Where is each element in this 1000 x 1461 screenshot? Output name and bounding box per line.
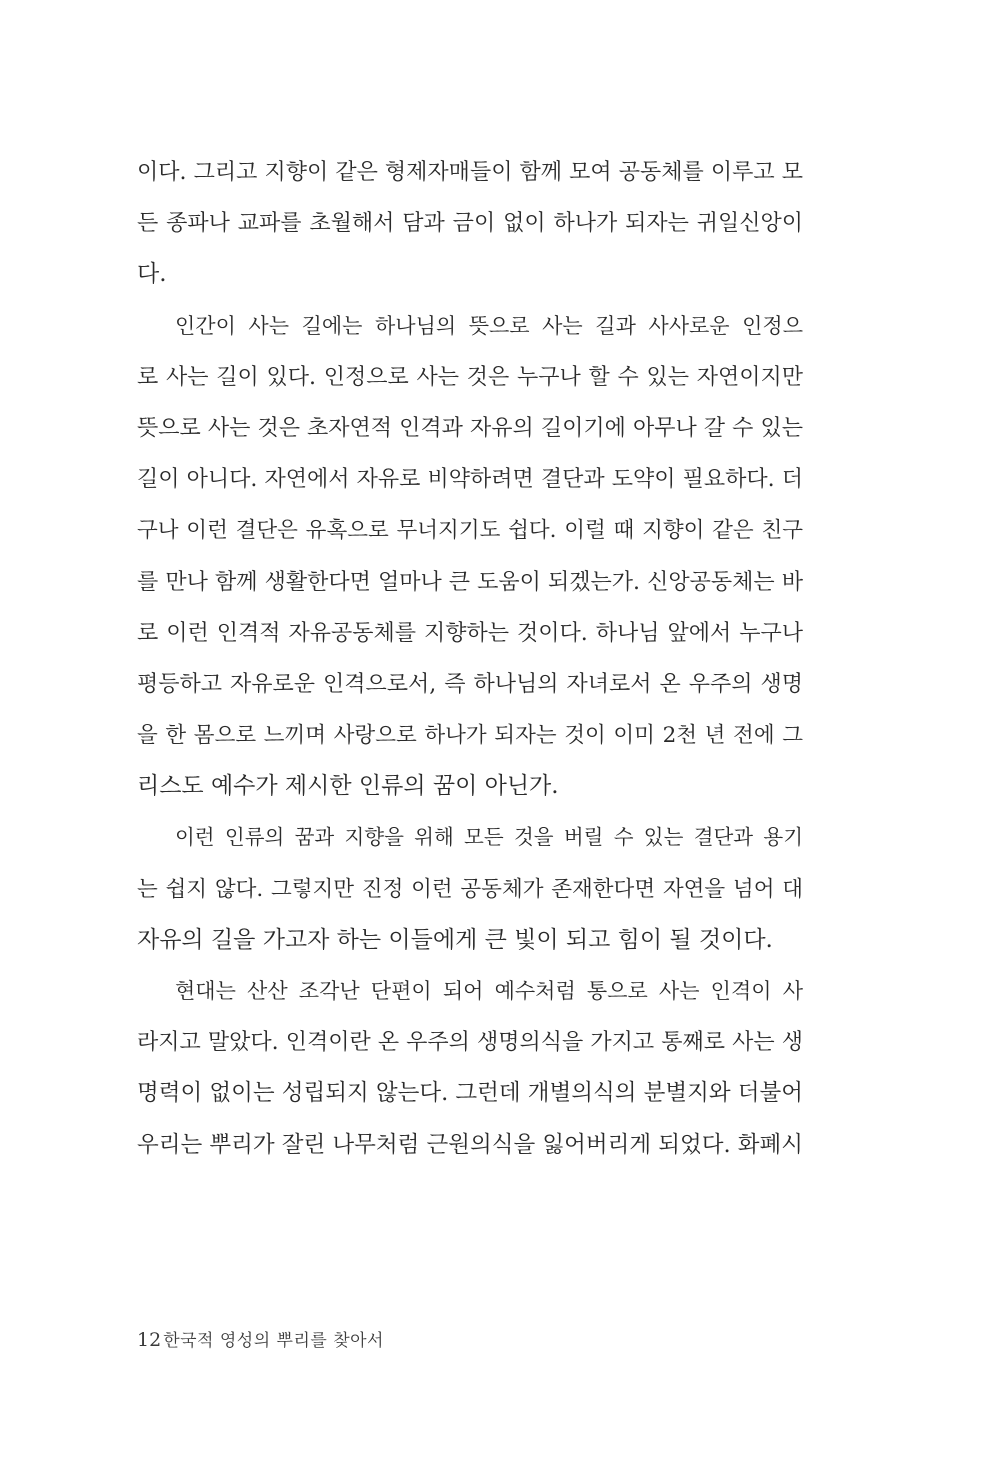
page-footer bbox=[137, 1326, 384, 1351]
body-text bbox=[137, 147, 803, 1171]
text-line: 인간이 사는 길에는 하나님의 뜻으로 사는 길과 사사로운 인정으 bbox=[175, 313, 803, 338]
text-line: 리스도 예수가 제시한 인류의 꿈이 아닌가. bbox=[137, 773, 559, 800]
text-line: 우리는 뿌리가 잘린 나무처럼 근원의식을 잃어버리게 되었다. 화폐시 bbox=[137, 1131, 803, 1158]
text-line: 평등하고 자유로운 인격으로서, 즉 하나님의 자녀로서 온 우주의 생명 bbox=[137, 671, 803, 697]
text-line: 로 사는 길이 있다. 인정으로 사는 것은 누구나 할 수 있는 자연이지만 bbox=[137, 364, 803, 390]
text-line: 이다. 그리고 지향이 같은 형제자매들이 함께 모여 공동체를 이루고 모 bbox=[137, 160, 803, 185]
paragraph bbox=[137, 147, 803, 301]
text-line: 현대는 산산 조각난 단편이 되어 예수처럼 통으로 사는 인격이 사 bbox=[175, 979, 803, 1003]
text-line: 자유의 길을 가고자 하는 이들에게 큰 빛이 되고 힘이 될 것이다. bbox=[137, 926, 773, 953]
text-line: 를 만나 함께 생활한다면 얼마나 큰 도움이 되겠는가. 신앙공동체는 바 bbox=[137, 569, 803, 595]
text-line: 명력이 없이는 성립되지 않는다. 그런데 개별의식의 분별지와 더불어 bbox=[137, 1080, 803, 1107]
text-line: 길이 아니다. 자연에서 자유로 비약하려면 결단과 도약이 필요하다. 더 bbox=[137, 467, 803, 493]
page-number: 12 bbox=[137, 1329, 162, 1351]
running-book-title: 한국적 영성의 뿌리를 찾아서 bbox=[163, 1331, 384, 1351]
text-line: 이런 인류의 꿈과 지향을 위해 모든 것을 버릴 수 있는 결단과 용기 bbox=[175, 825, 803, 850]
text-line: 로 이런 인격적 자유공동체를 지향하는 것이다. 하나님 앞에서 누구나 bbox=[137, 620, 803, 646]
paragraph bbox=[137, 301, 803, 813]
text-line: 을 한 몸으로 느끼며 사랑으로 하나가 되자는 것이 이미 2천 년 전에 그 bbox=[137, 723, 803, 749]
text-line: 든 종파나 교파를 초월해서 담과 금이 없이 하나가 되자는 귀일신앙이 bbox=[137, 211, 803, 237]
text-line: 구나 이런 결단은 유혹으로 무너지기도 쉽다. 이럴 때 지향이 같은 친구 bbox=[137, 518, 803, 544]
text-line: 뜻으로 사는 것은 초자연적 인격과 자유의 길이기에 아무나 갈 수 있는 bbox=[137, 415, 803, 441]
text-line: 는 쉽지 않다. 그렇지만 진정 이런 공동체가 존재한다면 자연을 넘어 대 bbox=[137, 876, 803, 902]
paragraph bbox=[137, 966, 803, 1171]
text-line: 다. bbox=[137, 261, 167, 288]
paragraph bbox=[137, 812, 803, 966]
text-line: 라지고 말았다. 인격이란 온 우주의 생명의식을 가지고 통째로 사는 생 bbox=[137, 1030, 803, 1056]
